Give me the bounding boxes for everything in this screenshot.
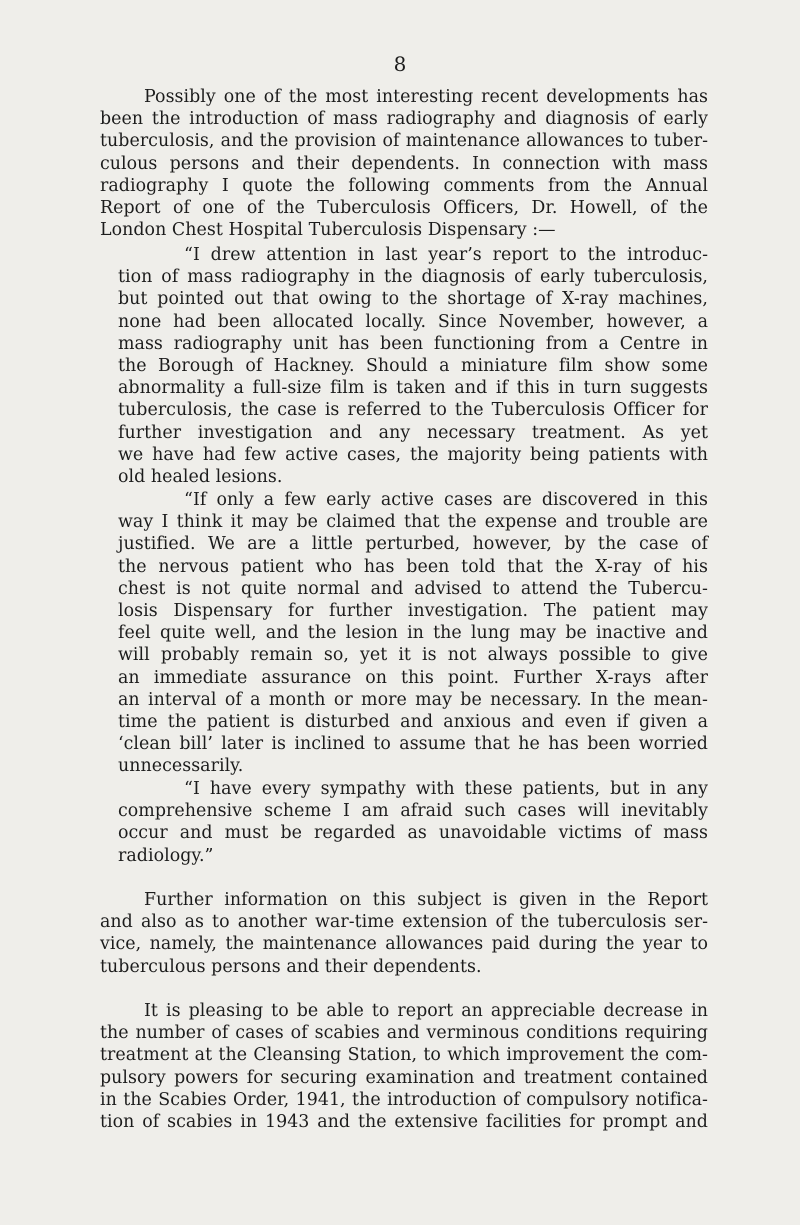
paragraph-mass-radiography-intro bbox=[100, 86, 708, 241]
text-line: tion of mass radiography in the diagnosis of early tuberculosis, bbox=[118, 267, 708, 288]
text-line: vice, namely, the maintenance allowances paid during the year to bbox=[100, 934, 708, 955]
text-line: culous persons and their dependents. In connection with mass bbox=[100, 153, 708, 174]
text-line: time the patient is disturbed and anxious and even if given a bbox=[118, 712, 708, 733]
text-line: “I drew attention in last year’s report to the introduc- bbox=[184, 245, 708, 265]
text-line: abnormality a full-size film is taken and if this in turn suggests bbox=[118, 378, 708, 399]
text-line: further investigation and any necessary treatment. As yet bbox=[118, 422, 708, 443]
text-line: tuberculosis, and the provision of maintenance allowances to tuber- bbox=[100, 131, 708, 152]
paragraph-further-information bbox=[100, 889, 708, 978]
quote-paragraph-3 bbox=[118, 778, 708, 867]
text-line: justified. We are a little perturbed, however, by the case of bbox=[118, 534, 708, 555]
text-line: chest is not quite normal and advised to attend the Tubercu- bbox=[118, 578, 708, 599]
text-line: none had been allocated locally. Since November, however, a bbox=[118, 311, 708, 332]
text-line: been the introduction of mass radiography and diagnosis of early bbox=[100, 109, 708, 130]
text-line: we have had few active cases, the majority being patients with bbox=[118, 444, 708, 465]
paragraph-scabies bbox=[100, 1000, 708, 1133]
text-line: in the Scabies Order, 1941, the introduction of compulsory notifica- bbox=[100, 1089, 708, 1110]
text-line: unnecessarily. bbox=[118, 756, 244, 777]
text-line: tuberculous persons and their dependents. bbox=[100, 956, 482, 977]
text-line: the nervous patient who has been told that the X-ray of his bbox=[118, 556, 708, 577]
text-line: an interval of a month or more may be necessary. In the mean- bbox=[118, 689, 708, 710]
text-line: occur and must be regarded as unavoidable victims of mass bbox=[118, 823, 708, 844]
text-line: Report of one of the Tuberculosis Officers, Dr. Howell, of the bbox=[100, 198, 708, 219]
quote-paragraph-2 bbox=[118, 489, 708, 778]
text-line: ‘clean bill’ later is inclined to assume that he has been worried bbox=[118, 734, 708, 755]
text-line: mass radiography unit has been functioning from a Centre in bbox=[118, 333, 708, 354]
text-line: will probably remain so, yet it is not always possible to give bbox=[118, 645, 708, 666]
text-line: pulsory powers for securing examination and treatment contained bbox=[100, 1067, 708, 1088]
text-line: Possibly one of the most interesting recent developments has bbox=[144, 87, 708, 107]
text-line: old healed lesions. bbox=[118, 467, 283, 488]
text-line: “I have every sympathy with these patients, but in any bbox=[184, 779, 708, 799]
text-line: It is pleasing to be able to report an appreciable decrease in bbox=[144, 1001, 708, 1021]
text-line: and also as to another war-time extension of the tuberculosis ser- bbox=[100, 912, 708, 933]
text-line: feel quite well, and the lesion in the lung may be inactive and bbox=[118, 623, 708, 644]
text-line: “If only a few early active cases are discovered in this bbox=[184, 490, 708, 510]
text-line: but pointed out that owing to the shortage of X-ray machines, bbox=[118, 289, 708, 310]
text-line: tion of scabies in 1943 and the extensive facilities for prompt and bbox=[100, 1112, 708, 1133]
text-line: comprehensive scheme I am afraid such cases will inevitably bbox=[118, 801, 708, 822]
text-line: losis Dispensary for further investigation. The patient may bbox=[118, 601, 708, 622]
text-line: the Borough of Hackney. Should a miniature film show some bbox=[118, 356, 708, 377]
text-line: treatment at the Cleansing Station, to which improvement the com- bbox=[100, 1045, 708, 1066]
text-line: radiology.” bbox=[118, 845, 214, 866]
text-line: tuberculosis, the case is referred to the Tuberculosis Officer for bbox=[118, 400, 708, 421]
text-line: the number of cases of scabies and verminous conditions requiring bbox=[100, 1023, 708, 1044]
text-line: way I think it may be claimed that the expense and trouble are bbox=[118, 512, 708, 533]
quote-paragraph-1 bbox=[118, 244, 708, 488]
text-line: an immediate assurance on this point. Further X-rays after bbox=[118, 667, 708, 688]
text-line: London Chest Hospital Tuberculosis Dispensary :— bbox=[100, 220, 556, 241]
text-line: radiography I quote the following comments from the Annual bbox=[100, 175, 708, 196]
page-number: 8 bbox=[393, 52, 407, 76]
text-line: Further information on this subject is given in the Report bbox=[144, 890, 708, 910]
